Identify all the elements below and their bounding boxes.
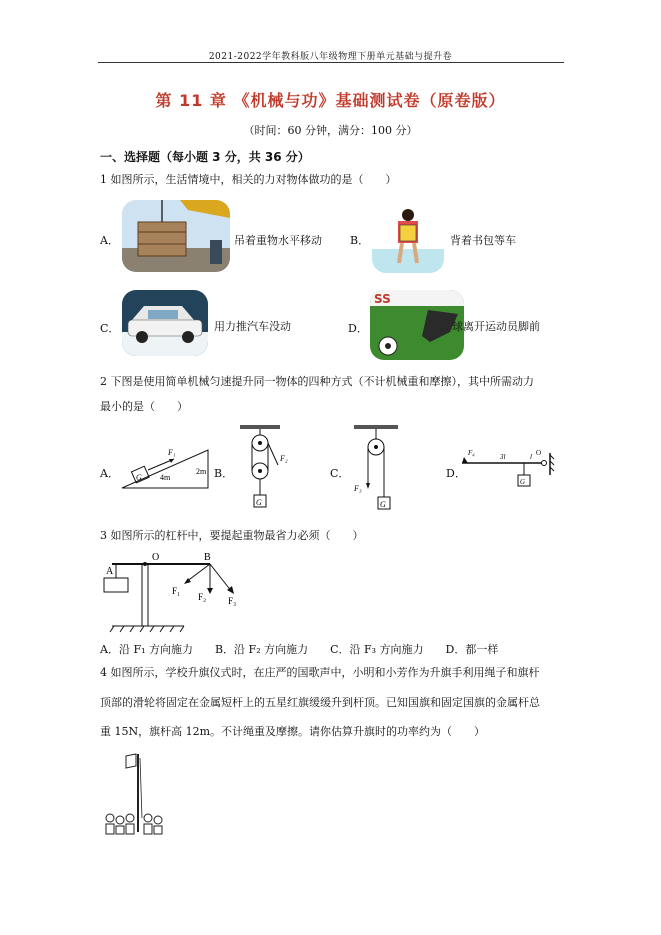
q1-option-c-text: 用力推汽车没动 — [214, 320, 291, 333]
lever-g-label: G — [520, 478, 526, 486]
pulley-block-diagram — [232, 425, 292, 515]
lever-diagram — [458, 445, 562, 493]
question-2-stem-line1: 2 下图是使用简单机械匀速提升同一物体的四种方式（不计机械重和摩擦），其中所需动力 — [100, 375, 534, 388]
lever-point-o: O — [152, 552, 160, 563]
q2-option-c: C． — [330, 467, 350, 480]
question-2-stem-line2: 最小的是（ ） — [100, 400, 188, 413]
schoolbag-photo — [372, 203, 444, 273]
incline-length-label: 4m — [160, 473, 171, 482]
crane-photo — [122, 200, 230, 272]
lever-point-b: B — [204, 552, 211, 563]
header-divider — [98, 62, 564, 63]
lever-f3-label: F₃ — [228, 596, 237, 606]
lever-f2-label: F₂ — [198, 592, 207, 602]
fixed-pulley-f3-label: F₃ — [354, 484, 362, 493]
q1-option-b-letter: B． — [350, 234, 370, 247]
question-3-stem: 3 如图所示的杠杆中，要提起重物最省力必须（ ） — [100, 529, 364, 542]
lever-l-label: l — [530, 453, 532, 461]
pulley-block-g-label: G — [256, 498, 262, 507]
q1-option-a-letter: A． — [100, 234, 119, 247]
incline-height-label: 2m — [196, 467, 207, 476]
question-3-options: A．沿 F₁ 方向施力 B．沿 F₂ 方向施力 C．沿 F₃ 方向施力 D．都一样 — [100, 643, 499, 656]
page-header: 2021-2022学年教科版八年级物理下册单元基础与提升卷 — [208, 52, 453, 62]
page-title: 第 11 章 《机械与功》基础测试卷（原卷版） — [155, 91, 506, 110]
lever-f1-label: F₁ — [172, 586, 181, 596]
q2-option-b: B． — [214, 467, 234, 480]
svg-text:SS: SS — [374, 292, 391, 306]
section-heading: 一、选择题（每小题 3 分，共 36 分） — [100, 150, 310, 164]
lever-3l-label: 3l — [500, 453, 506, 461]
incline-g-label: G — [136, 473, 142, 482]
question-4-line3: 重 15N，旗杆高 12m。不计绳重及摩擦。请你估算升旗时的功率约为（ ） — [100, 725, 486, 738]
flag-raising-illustration — [100, 748, 170, 838]
fixed-pulley-g-label: G — [380, 500, 386, 509]
exam-info: （时间：60 分钟，满分：100 分） — [243, 124, 418, 137]
question-4-line2: 顶部的滑轮将固定在金属短杆上的五星红旗缓缓升到杆顶。已知国旗和固定国旗的金属杆总 — [100, 696, 540, 709]
question-4-line1: 4 如图所示，学校升旗仪式时，在庄严的国歌声中，小明和小芳作为升旗手利用绳子和旗杆 — [100, 666, 540, 679]
bent-lever-diagram — [100, 548, 260, 638]
lever-o-label: O — [536, 449, 542, 457]
question-1-stem: 1 如图所示，生活情境中，相关的力对物体做功的是（ ） — [100, 173, 397, 186]
incline-diagram — [118, 440, 218, 490]
q2-option-d: D． — [446, 467, 466, 480]
lever-point-a: A — [106, 566, 114, 577]
q2-option-a: A． — [100, 467, 119, 480]
q1-option-b-text: 背着书包等车 — [450, 234, 516, 247]
soccer-kick-photo — [370, 290, 464, 360]
q1-option-a-text: 吊着重物水平移动 — [234, 234, 322, 247]
fixed-pulley-diagram — [346, 425, 406, 515]
pulley-f2-label: F₂ — [280, 454, 288, 463]
lever-f4-label: F₄ — [468, 449, 475, 457]
incline-f1-label: F₁ — [168, 448, 176, 457]
q1-option-d-letter: D． — [348, 322, 368, 335]
q1-option-d-text: 球离开运动员脚前 — [452, 320, 540, 333]
pushing-car-photo — [122, 290, 208, 356]
q1-option-c-letter: C． — [100, 322, 120, 335]
